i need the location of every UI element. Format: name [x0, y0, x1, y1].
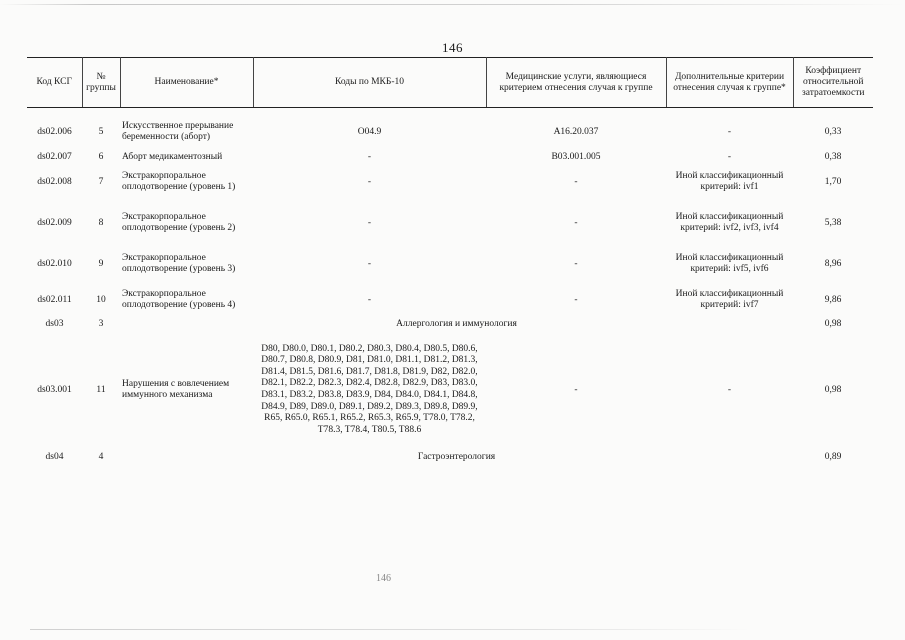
cell-name: Экстракорпоральное оплодотворение (уровень 3) [122, 253, 236, 274]
header-name: Наименование* [120, 58, 253, 108]
cell-name: Нарушения с вовлечением иммунного механизма [122, 379, 230, 400]
cell-group: 10 [96, 294, 106, 305]
ksg-table [27, 57, 873, 465]
table-row [27, 282, 873, 318]
cell-name: Искусственное прерывание беременности (аборт) [122, 121, 234, 142]
cell-criteria: Иной классификационный критерий: ivf7 [675, 289, 784, 310]
cell-services: - [574, 217, 578, 228]
header-additional-criteria: Дополнительные критерии отнесения случая к группе* [666, 58, 793, 108]
section-row-gastroenterology [27, 449, 873, 465]
cell-coef: 0,89 [824, 451, 842, 462]
header-mkb-codes: Коды по МКБ-10 [253, 58, 486, 108]
cell-group: 11 [96, 384, 106, 395]
section-row-allergology [27, 318, 873, 331]
cell-group: 5 [98, 126, 104, 137]
cell-code: ds02.010 [37, 258, 72, 269]
header-ksg-code: Код КСГ [27, 58, 82, 108]
header-group-number: № группы [82, 58, 120, 108]
header-coefficient: Коэффициент относительной затратоемкости [793, 58, 873, 108]
table-row [27, 150, 873, 164]
cell-coef: 5,38 [824, 217, 842, 228]
page-number: 146 [442, 40, 463, 55]
cell-services: - [574, 258, 578, 269]
cell-coef: 0,98 [824, 319, 842, 329]
cell-mkb: - [367, 217, 372, 228]
cell-mkb: - [367, 294, 372, 305]
cell-services: - [574, 294, 578, 305]
section-title: Гастроэнтерология [417, 451, 496, 462]
cell-name: Экстракорпоральное оплодотворение (уровень 2) [122, 212, 236, 233]
cell-group: 8 [98, 217, 104, 228]
cell-coef: 1,70 [824, 176, 842, 187]
header-medical-services: Медицинские услуги, являющиеся критерием отнесения случая к группе [486, 58, 666, 108]
cell-criteria: - [727, 126, 732, 137]
cell-name: Аборт медикаментозный [122, 151, 223, 162]
cell-services: - [574, 384, 578, 395]
cell-services: - [574, 176, 578, 187]
cell-code: ds04 [45, 451, 64, 462]
scan-edge-line-bottom [30, 629, 750, 630]
cell-group: 9 [98, 258, 104, 269]
scan-edge-line [0, 4, 905, 5]
table-header-row [27, 58, 873, 108]
table-row [27, 246, 873, 282]
cell-name: Экстракорпоральное оплодотворение (уровень 4) [122, 289, 236, 310]
cell-coef: 0,38 [824, 151, 842, 162]
table-row [27, 200, 873, 246]
cell-group: 6 [98, 151, 104, 162]
cell-mkb: O04.9 [357, 126, 382, 137]
bottom-page-mark: 146 [376, 573, 391, 584]
cell-mkb: - [367, 151, 372, 162]
cell-coef: 0,33 [824, 126, 842, 137]
cell-criteria: - [727, 151, 732, 162]
table-row [27, 331, 873, 449]
cell-coef: 0,98 [824, 384, 842, 395]
cell-mkb: - [367, 258, 372, 269]
cell-code: ds03 [45, 319, 64, 329]
section-title: Аллергология и иммунология [396, 319, 517, 329]
table-row [27, 164, 873, 200]
cell-code: ds03.001 [37, 384, 72, 395]
cell-name: Экстракорпоральное оплодотворение (уровень 1) [122, 171, 236, 192]
cell-criteria: - [727, 384, 732, 395]
cell-services: A16.20.037 [553, 126, 599, 137]
cell-code: ds02.006 [37, 126, 72, 137]
cell-code: ds02.008 [37, 176, 72, 187]
cell-code: ds02.011 [37, 294, 72, 305]
cell-criteria: Иной классификационный критерий: ivf2, ivf3, ivf4 [675, 212, 784, 233]
cell-group: 4 [98, 451, 104, 462]
cell-coef: 8,96 [824, 258, 842, 269]
table-row [27, 114, 873, 150]
cell-code: ds02.007 [37, 151, 72, 162]
cell-mkb: D80, D80.0, D80.1, D80.2, D80.3, D80.4, D80.5, D80.6, D80.7, D80.8, D80.9, D81, D81.0, D81.1, D81.2, D81.3, D81.4, D81.5, D81.6, D81.7, D81.8, D81.9, D82, D82.0, D82.1, D82.2, D82.3, D82.4, D82.8, D82.9, D83, D83.0, D83.1, D83.2, D83.8, D83.9, D84, D84.0, D84.1, D84.8, D84.9, D89, D89.0, D89.1, D89.2, D89.3, D89.8, D89.9, R65, R65.0, R65.1, R65.2, R65.3, R65.9, T78.0, T78.2, T78.3, T78.4, T80.5, T88.6 [261, 343, 478, 435]
cell-code: ds02.009 [37, 217, 72, 228]
cell-mkb: - [367, 176, 372, 187]
cell-group: 7 [98, 176, 104, 187]
cell-criteria: Иной классификационный критерий: ivf5, ivf6 [675, 253, 784, 274]
cell-coef: 9,86 [824, 294, 842, 305]
cell-criteria: Иной классификационный критерий: ivf1 [675, 171, 784, 192]
cell-group: 3 [98, 319, 104, 329]
cell-services: B03.001.005 [551, 151, 601, 162]
